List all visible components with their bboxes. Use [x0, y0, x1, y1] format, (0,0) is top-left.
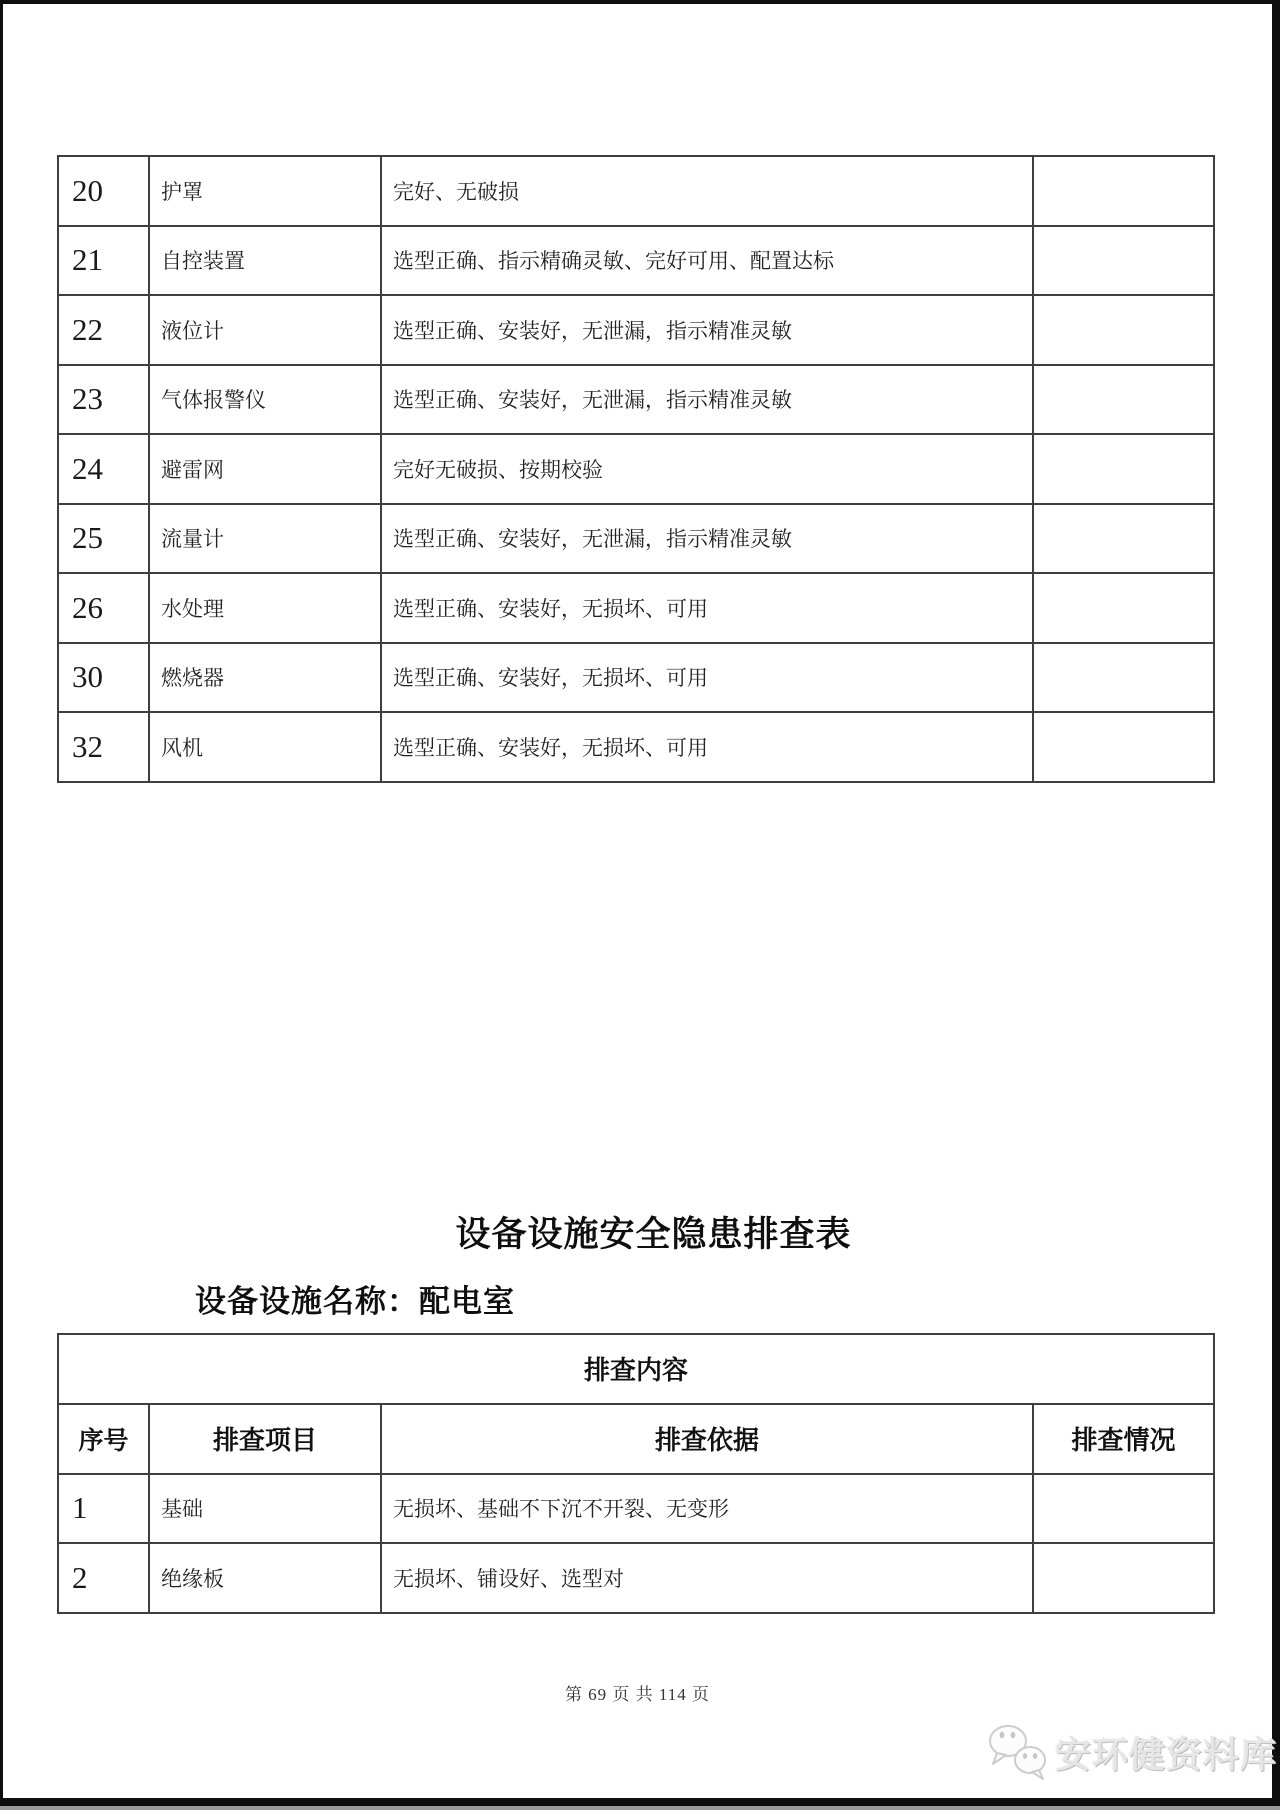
- table-row: [58, 1543, 1214, 1613]
- check-basis-cell: 完好、无破损: [381, 156, 1033, 226]
- check-item-cell: 水处理: [149, 573, 381, 643]
- check-status-cell: [1033, 712, 1214, 782]
- check-status-cell: [1033, 434, 1214, 504]
- watermark-text: 安环健资料库: [1055, 1733, 1278, 1775]
- check-item-cell: 液位计: [149, 295, 381, 365]
- check-status-cell: [1033, 573, 1214, 643]
- table-row: [58, 365, 1214, 435]
- table-row: [58, 504, 1214, 574]
- column-header-item: 排查项目: [149, 1404, 381, 1474]
- check-basis-cell: 无损坏、基础不下沉不开裂、无变形: [381, 1474, 1033, 1544]
- column-header-status: 排查情况: [1033, 1404, 1214, 1474]
- table-row: [58, 156, 1214, 226]
- equipment-checklist-table-continued: [57, 155, 1215, 783]
- column-header-no: 序号: [58, 1404, 149, 1474]
- check-basis-cell: 选型正确、安装好，无损坏、可用: [381, 712, 1033, 782]
- check-status-cell: [1033, 1543, 1214, 1613]
- table-column-header-row: [58, 1404, 1214, 1474]
- check-status-cell: [1033, 295, 1214, 365]
- page-number: 第 69 页 共 114 页: [564, 1685, 711, 1704]
- row-number-cell: 24: [58, 434, 149, 504]
- check-item-cell: 流量计: [149, 504, 381, 574]
- check-basis-cell: 选型正确、安装好，无损坏、可用: [381, 643, 1033, 713]
- check-basis-cell: 选型正确、安装好，无损坏、可用: [381, 573, 1033, 643]
- check-status-cell: [1033, 156, 1214, 226]
- check-status-cell: [1033, 643, 1214, 713]
- table-row: [58, 712, 1214, 782]
- chat-bubbles-logo-icon: [987, 1722, 1049, 1782]
- watermark: [987, 1722, 1277, 1782]
- row-number-cell: 20: [58, 156, 149, 226]
- check-status-cell: [1033, 365, 1214, 435]
- column-header-basis: 排查依据: [381, 1404, 1033, 1474]
- row-number-cell: 22: [58, 295, 149, 365]
- check-item-cell: 自控装置: [149, 226, 381, 296]
- check-basis-cell: 选型正确、安装好，无泄漏，指示精准灵敏: [381, 504, 1033, 574]
- check-item-cell: 风机: [149, 712, 381, 782]
- check-item-cell: 避雷网: [149, 434, 381, 504]
- row-number-cell: 21: [58, 226, 149, 296]
- span-header-cell: 排查内容: [58, 1334, 1214, 1404]
- row-number-cell: 25: [58, 504, 149, 574]
- table-row: [58, 226, 1214, 296]
- check-item-cell: 气体报警仪: [149, 365, 381, 435]
- row-number-cell: 30: [58, 643, 149, 713]
- table-row: [58, 573, 1214, 643]
- row-number-cell: 2: [58, 1543, 149, 1613]
- check-basis-cell: 选型正确、安装好，无泄漏，指示精准灵敏: [381, 365, 1033, 435]
- page-title: 设备设施安全隐患排查表: [455, 1215, 852, 1254]
- table-span-header-row: [58, 1334, 1214, 1404]
- table-row: [58, 434, 1214, 504]
- check-basis-cell: 无损坏、铺设好、选型对: [381, 1543, 1033, 1613]
- inspection-table: [57, 1333, 1215, 1614]
- table-row: [58, 643, 1214, 713]
- document-page: [3, 4, 1278, 1798]
- check-item-cell: 绝缘板: [149, 1543, 381, 1613]
- check-basis-cell: 选型正确、安装好，无泄漏，指示精准灵敏: [381, 295, 1033, 365]
- check-status-cell: [1033, 226, 1214, 296]
- check-item-cell: 燃烧器: [149, 643, 381, 713]
- check-status-cell: [1033, 1474, 1214, 1544]
- check-status-cell: [1033, 504, 1214, 574]
- check-basis-cell: 选型正确、指示精确灵敏、完好可用、配置达标: [381, 226, 1033, 296]
- table-row: [58, 1474, 1214, 1544]
- check-basis-cell: 完好无破损、按期校验: [381, 434, 1033, 504]
- bottom-edge-strip: [0, 1806, 1280, 1810]
- equipment-name-label: 设备设施名称：配电室: [195, 1284, 515, 1319]
- row-number-cell: 23: [58, 365, 149, 435]
- row-number-cell: 32: [58, 712, 149, 782]
- check-item-cell: 护罩: [149, 156, 381, 226]
- table-row: [58, 295, 1214, 365]
- check-item-cell: 基础: [149, 1474, 381, 1544]
- row-number-cell: 1: [58, 1474, 149, 1544]
- row-number-cell: 26: [58, 573, 149, 643]
